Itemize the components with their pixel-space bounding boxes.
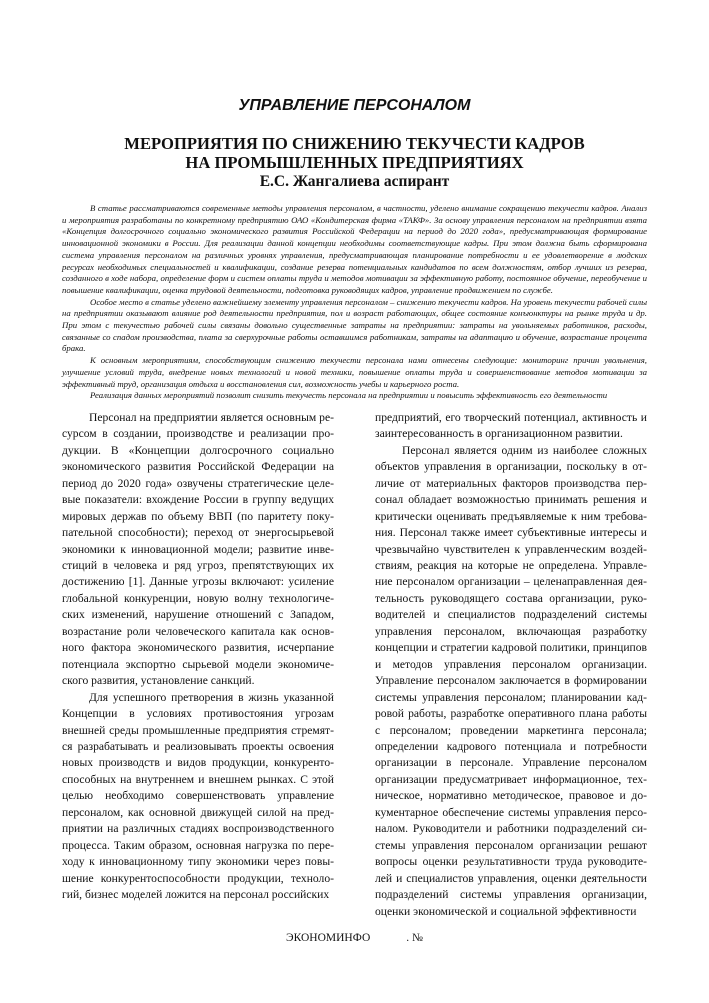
body-columns: [62, 410, 647, 920]
page-footer: [62, 930, 647, 946]
abstract: [62, 203, 647, 402]
body-column-left: [62, 410, 334, 904]
abstract-paragraph: Реализация данных мероприятий позволит снизить текучесть персонала на предприятии и повысить эффективность его деятельности: [90, 390, 608, 401]
abstract-paragraph: В статье рассматриваются современные методы управления персоналом, в частности, уделено внимание сокращению текучести кадров. Анализ и мероприятия разработаны по конкретному предприятию ОАО «Кондитерская фирма «ТАКФ». За основу управления персоналом на предприятии взята «Концепция долгосрочного социально экономического развития Российской Федерации на период до 2020 года», предусматривающая формирование инновационной экономики в России. Для реализации данной концепции необходимы соответствующие кадры. При этом должна быть сформирована система управления персоналом на различных уровнях управления, предусматривающая планирование потребности и ее удовлетворение в людских ресурсах необходимых специальностей и квалификации, создание резерва потенциальных кандидатов по всем должностям, отбор лучших из резерва, созданного в ходе набора, определение форм и систем оплаты труда и методов мотивации за эффективную работу, постоянное обучение, переобучение и повышение квалификации, оценка трудовой деятельности, подготовка руководящих кадров, управление продвижением по службе.: [62, 203, 647, 295]
issue-number: . №: [406, 932, 423, 944]
section-heading: УПРАВЛЕНИЕ ПЕРСОНАЛОМ: [238, 97, 471, 114]
article-title-line-1: МЕРОПРИЯТИЯ ПО СНИЖЕНИЮ ТЕКУЧЕСТИ КАДРОВ: [124, 134, 585, 153]
abstract-paragraph: К основным мероприятиям, способствующим снижению текучести персонала нами отнесены следующие: мониторинг причин увольнения, улучшение условий труда, внедрение новых технологий и новой техники, повышение оплаты труда и совершенствование методов мотивации за эффективный труд, организация отдыха и восстановления сил, возможность учебы и карьерного роста.: [62, 355, 647, 389]
abstract-paragraph: Особое место в статье уделено важнейшему элементу управления персоналом – снижению текучести кадров. На уровень текучести рабочей силы на предприятии оказывают влияние род деятельности предприятия, пол и возраст работающих, общее состояние конъюнктуры на рынке труда и др. При этом с текучестью рабочей силы связаны довольно существенные затраты на предприятии: затраты на увольняемых работников, расходы, связанные со спадом производства, плата за сверхурочные работы оставшимся работникам, затраты на адаптацию и обучение, возрастание процента брака.: [62, 296, 647, 354]
article-title-line-2: НА ПРОМЫШЛЕННЫХ ПРЕДПРИЯТИЯХ: [185, 153, 524, 172]
body-paragraph-continued: предприятий, его творческий потенциал, активность и заинтересованность в организационном развитии.: [375, 410, 647, 441]
journal-name: ЭКОНОМИНФО: [286, 932, 371, 944]
body-paragraph: Персонал является одним из наиболее сложных объектов управления в организации, поскольку в отличие от материальных факторов производства персонал обладает возможностью принимать решения и критически оценивать предъявляемые к ним требования. Персонал также имеет субъективные интересы и чрезвычайно чувствителен к управленческим воздействиям, реакция на которые не определена. Управление персоналом организации – целенаправленная деятельность руководящего состава организации, руководителей и специалистов подразделений системы управления персоналом, включающая разработку концепции и стратегии кадровой политики, принципов и методов управления персоналом организации. Управление персоналом заключается в формировании системы управления персоналом; планировании кадровой работы, разработке оперативного плана работы с персоналом; проведении маркетинга персонала; определении кадрового потенциала и потребности организации в персонале. Управление персоналом организации предусматривает информационное, техническое, нормативно методическое, правовое и документарное обеспечение системы управления персоналом. Руководители и работники подразделений системы управления персоналом организации решают вопросы оценки результативности труда руководителей и специалистов управления, оценки деятельности подразделений системы управления организации, оценки экономической и социальной эффективности: [375, 443, 647, 918]
author-line: Е.С. Жангалиева аспирант: [259, 173, 450, 190]
body-paragraph: Для успешного претворения в жизнь указанной Концепции в условиях противостояния угрозам внешней среды промышленные предприятия стремятся разрабатывать и реализовывать проекты освоения новых производств и видов продукции, конкурентоспособных на внутреннем и внешнем рынках. С этой целью необходимо совершенствовать управление персоналом, как основной движущей силой на предприятии на различных стадиях воспроизводственного процесса. Таким образом, основная нагрузка по переходу к инновационному типу экономики через повышение конкурентоспособности продукции, технологий, бизнес моделей ложится на персонал российских: [62, 690, 334, 902]
body-column-right: [375, 410, 647, 920]
article-title: [62, 134, 647, 172]
body-paragraph: Персонал на предприятии является основным ресурсом в создании, производстве и реализации продукции. В «Концепции долгосрочного социально экономического развития Российской Федерации на период до 2020 года» озвучены стратегические целевые показатели: вхождение России в группу ведущих мировых держав по объему ВВП (по паритету покупательной способности); переход от энергосырьевой экономики к инновационной модели; развитие инвестиций в человека и ряд угроз, препятствующих их достижению [1]. Данные угрозы включают: усиление глобальной конкуренции, новую волну технологических изменений, нарушение отношений с Западом, возрастание роли человеческого капитала как основного фактора экономического развития, исчерпание потенциала экспортно сырьевой модели экономического развития, установление санкций.: [62, 410, 334, 688]
